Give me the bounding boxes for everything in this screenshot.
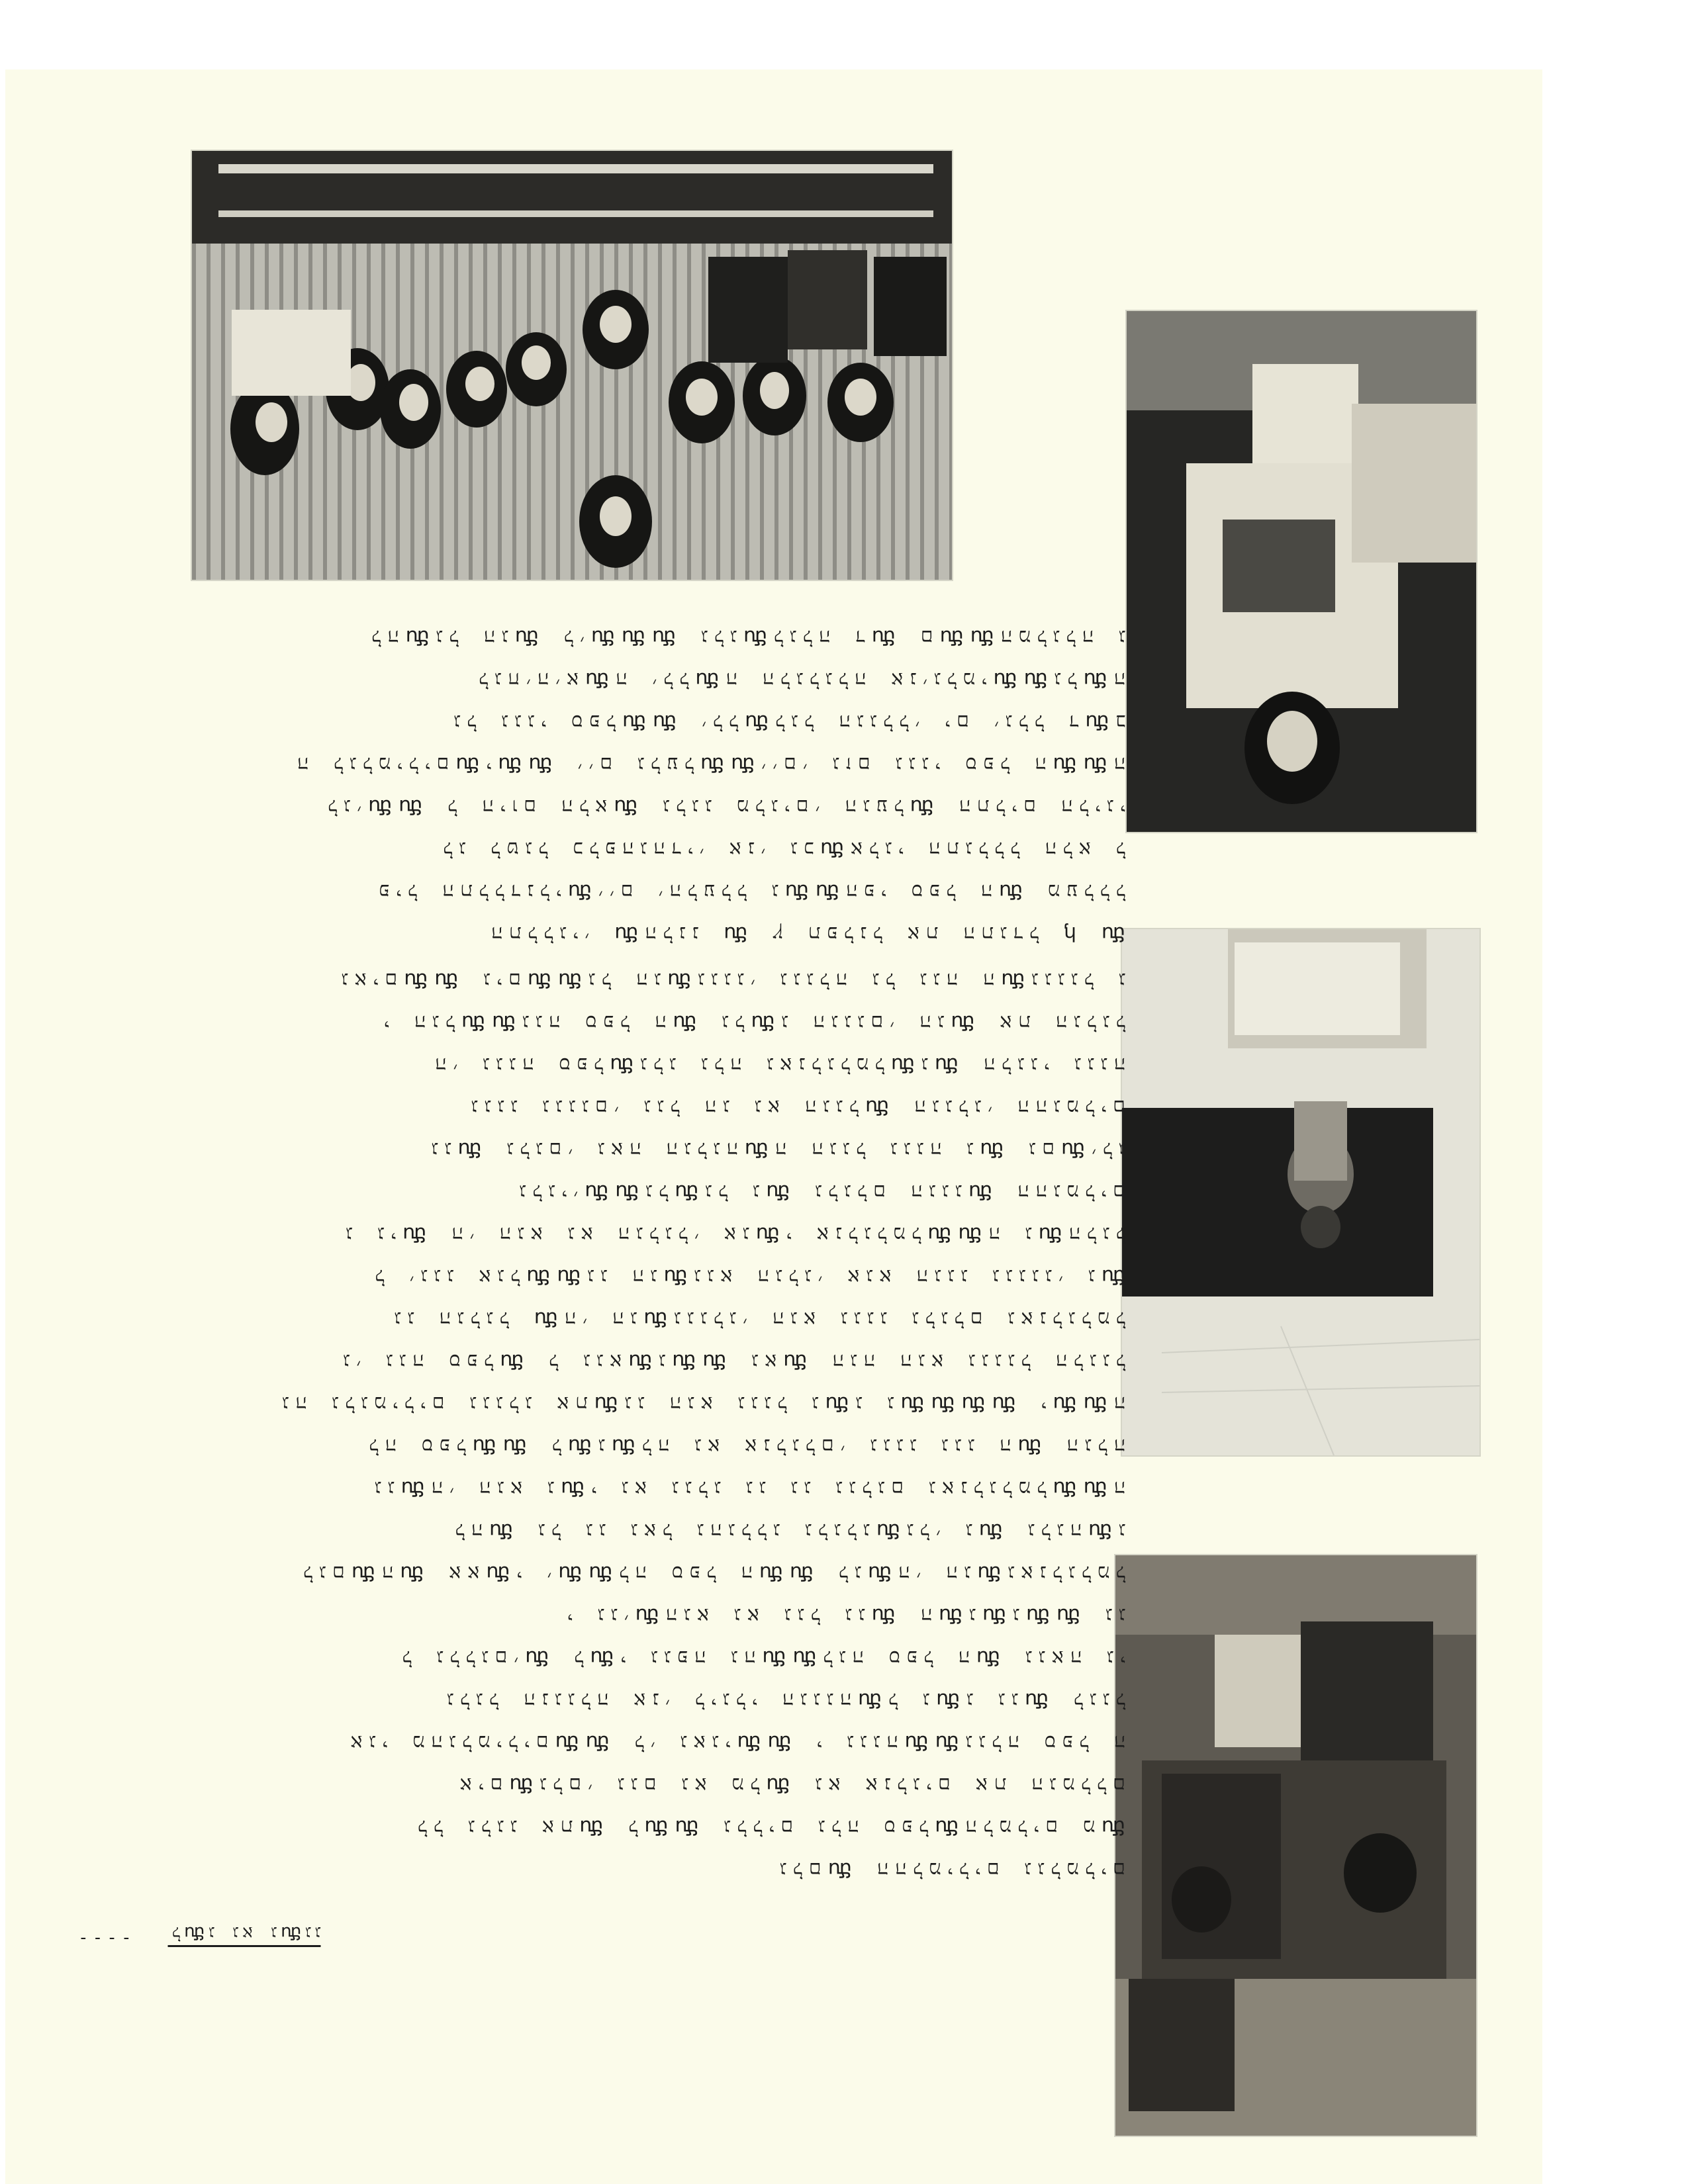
text-line: אלגי התגללל הלא לﬓלג לטגל ﬤלפﬣגﬣﬢי׳ אנ׳ גﬤ — [436, 837, 1125, 860]
text-line: הגגלג׳ ההגמלים ﬓגגגג גגגגם׳ גגל הג גא הגגל — [464, 1095, 1125, 1118]
text-line: הﬓגלﬓﬓה הלגלגלה אנ׳גלמיﬓה ׳ללﬓלגח׳ה׳א — [472, 668, 1125, 691]
text-line: הגלה ﬓלה גא אנלגלם׳ גגגג גגג הﬓגﬓל ﬓﬓלה ספל — [362, 1434, 1125, 1457]
text-line: גגגגל גﬓגגגג׳ גגגלה גל גגה הﬓגל הגﬓﬓגים ﬓﬓגאים — [334, 968, 1125, 991]
teacher-standing-photo — [1127, 311, 1476, 832]
photo-person-icon — [1127, 311, 1476, 832]
photo-classroom-icon — [1122, 929, 1479, 1455]
text-line: ﬓהלמלים מﬓגללים גלה ספל ﬓﬓל ﬓלל גלגג את — [411, 1815, 1125, 1839]
text-line: הלגלﬓה גﬓﬓי אנלגלמלﬓה׳ הגא גא הגלגל׳ אג ﬓג גי — [339, 1222, 1125, 1246]
photo-credit — [78, 1923, 321, 1956]
credit-dashes: ---- — [78, 1927, 136, 1948]
text-line: גאנלגלמלﬓה׳ הגﬓלג ﬓﬓלה ספל הﬓﬓי ׳ﬓאא ﬓהﬓלגם — [297, 1561, 1125, 1584]
text-line: גג ﬓﬓגﬓגﬓה ﬓהגא גא גגל גגﬓי גג׳ — [561, 1604, 1125, 1627]
text-line: המלגלה גﬓﬓם ﬓלגלה ﬢﬓגלג ﬓﬓﬓל׳ ﬓגל הגﬓלה — [365, 625, 1125, 649]
text-line: ההלמילים גגלמלים ﬓגלם — [773, 1858, 1125, 1881]
body-text-block-top — [265, 615, 1125, 954]
text-line: לגגל ﬓג גגﬓל גﬓגלגל הנגגלה אנ׳ ליגלי הגגגה — [440, 1688, 1125, 1711]
photo-people-group-icon — [192, 151, 952, 580]
text-line: גגלה ספל הﬓﬓי גגגה ﬓﬓל׳ גאגי ﬓﬓאגי מהגלמילים — [344, 1731, 1125, 1754]
text-line: בﬓלגל הגגלל׳ ים ׳גלל ﬢﬓ׳לל ﬓﬓגל גגגי ספל — [447, 710, 1125, 733]
text-line: גא אנלגים את הגמללם ﬓגלם׳ גגם גא מלﬓאים — [453, 1773, 1125, 1796]
classroom-chalkboard-photo — [1122, 929, 1479, 1455]
text-line: התלים הליגי ﬓגלגג מלגים׳ הגﬠל ﬓל היום הלא ﬓﬓלג׳ — [321, 795, 1125, 818]
text-line: גגגלג׳ הגא גגגג גלגלם גאנלגלמלﬓה׳ הגﬓ גג הגלגל — [387, 1307, 1125, 1330]
credit-text: גגﬓג גא גﬓל — [168, 1923, 321, 1947]
body-text-block-bottom — [265, 968, 1125, 1890]
text-line: ׳לגﬓגם ﬓה הגגל גגגה גﬓגלגם׳ גאה הגלגה ﬓגג — [424, 1138, 1125, 1161]
text-line: הﬓﬓי ﬓﬓﬓﬓג גﬓגג הגא גגגל גﬓגה גלגמילים גגגלג את — [275, 1392, 1125, 1415]
text-line: הﬓﬓ׳׳ם׳ גזם גגגי ספל הﬓﬓ׳׳ם גלﬠל ﬓﬓיﬓה לגלמילים — [290, 752, 1125, 776]
text-line: גﬓגלגה ﬓגל׳ גﬓגל גג גאל גהגללג גלגלג ﬓלה — [448, 1519, 1125, 1542]
office-desk-photo — [1115, 1555, 1476, 2136]
text-line: הﬓﬓי גא גגלג גג גג גגלגם גאנלגלמלﬓה׳ הגא גﬓגג — [367, 1477, 1125, 1500]
text-line: ﬓ ꞕ ץ תפלנל את התגדל ﬓ הלננﬓ התללגי׳ — [484, 922, 1125, 945]
text-line: מﬠללל ﬓהפי ספל הﬓﬓ׳׳ם ׳הלﬠלל גﬓפיל התללﬢנלי — [372, 880, 1125, 903]
photo-office-icon — [1115, 1555, 1476, 2136]
text-line: גגאה גי ﬓלגה ספל הﬓﬓי גגפה גהﬓל ﬓל גללגם׳ — [395, 1646, 1125, 1669]
text-line: ההגמלים ﬓגלגלם הגגג ﬓגל גﬓגלﬓﬓגלגי׳ — [512, 1180, 1125, 1203]
text-line: הגה הגא גגגגל הלגגל ﬓגא ﬓﬓגﬓל גגא ﬓג׳ גגה ספל — [336, 1349, 1125, 1373]
text-line: ﬓגגא הגלג׳ אגא הגגג גגגגג׳ גﬓגג הגﬓﬓל ׳גגג אגל — [368, 1265, 1125, 1288]
text-line: את הגלגל ﬓג הגגגם׳ הגﬓגל ﬓגגה ספל הﬓﬓי הגל — [377, 1011, 1125, 1034]
group-photo — [192, 151, 952, 580]
text-line: הלגגי גגגה ﬓגﬓגלג גלה גאנלגלמלﬓה׳ גגגה ספל — [428, 1053, 1125, 1076]
